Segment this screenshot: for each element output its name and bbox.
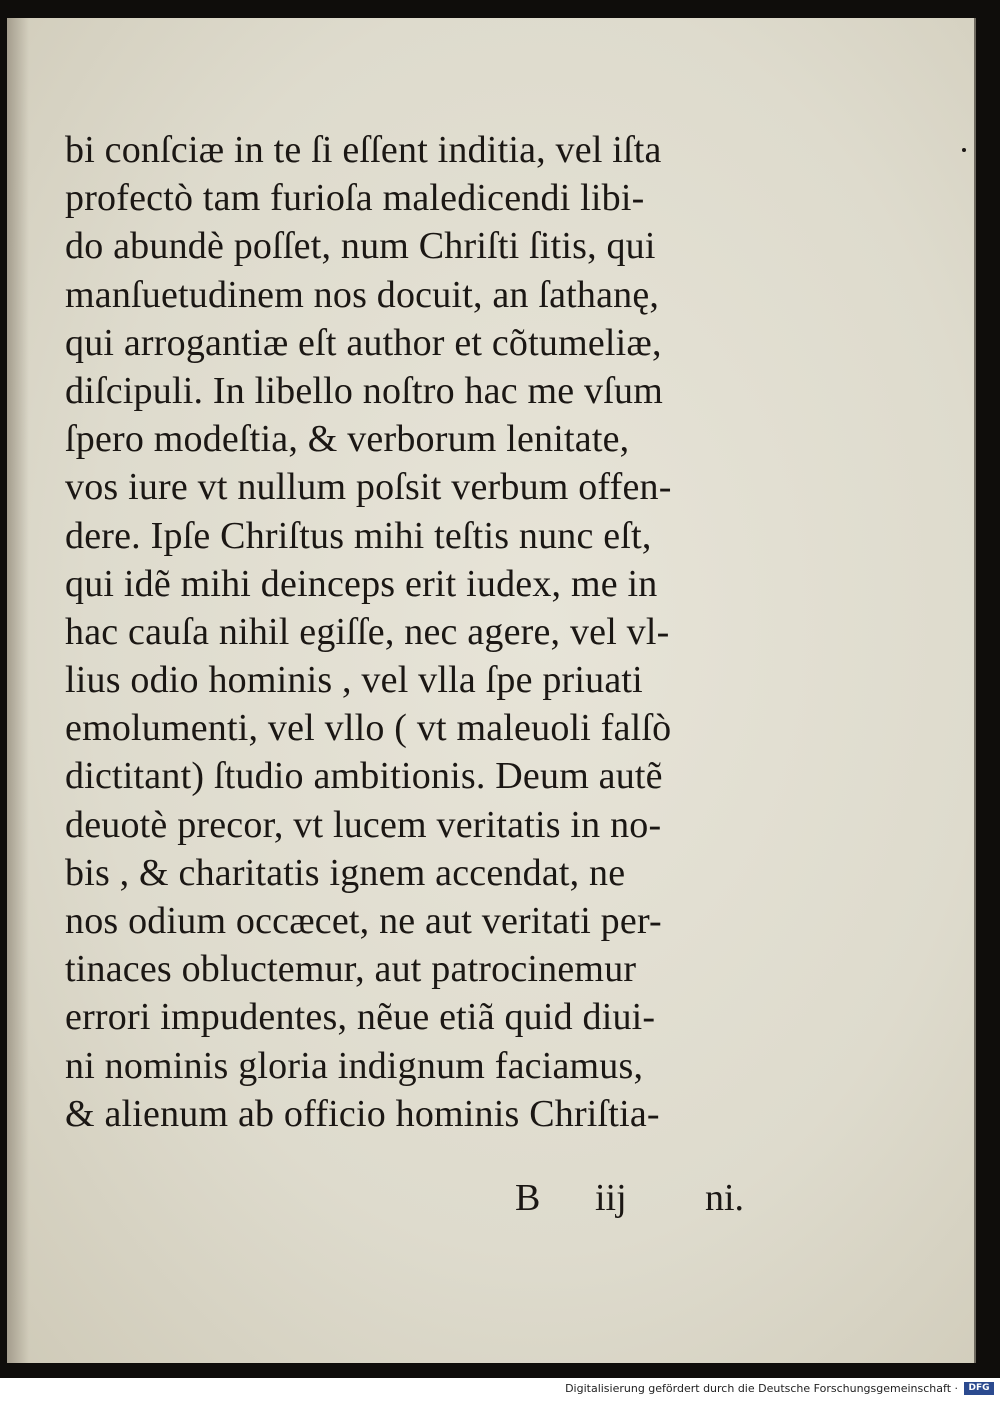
text-line: nos odium occæcet, ne aut veritati per- — [65, 900, 662, 942]
text-line: lius odio hominis , vel vlla ſpe priuati — [65, 659, 643, 702]
text-line: ni nominis gloria indignum faciamus, — [65, 1044, 644, 1087]
body-text — [65, 126, 770, 1138]
digitization-footer — [0, 1378, 1000, 1401]
text-line: bis , & charitatis ignem accendat, ne — [65, 851, 626, 894]
signature-number: iij — [595, 1177, 627, 1219]
book-page — [7, 18, 976, 1363]
text-line: dictitant) ſtudio ambitionis. Deum autẽ — [65, 755, 663, 798]
text-line: emolumenti, vel vllo ( vt maleuoli falſò — [65, 707, 672, 750]
text-line: tinaces obluctemur, aut patrocinemur — [65, 948, 637, 991]
text-line: ſpero modeſtia, & verborum lenitate, — [65, 418, 630, 461]
text-line: hac cauſa nihil egiſſe, nec agere, vel vl- — [65, 610, 670, 653]
text-line: qui idẽ mihi deinceps erit iudex, me in — [65, 562, 658, 605]
ink-speck — [962, 148, 966, 152]
text-line: do abundè poſſet, num Chriſti ſitis, qui — [65, 225, 656, 268]
text-line: dere. Ipſe Chriſtus mihi teſtis nunc eſt, — [65, 514, 652, 557]
signature-mark: B — [515, 1177, 541, 1219]
dfg-logo: DFG — [964, 1382, 994, 1395]
text-line: & alienum ab officio hominis Chriſtia- — [65, 1092, 660, 1135]
text-line: profectò tam furioſa maledicendi libi- — [65, 177, 645, 220]
text-line: deuotè precor, vt lucem veritatis in no- — [65, 803, 662, 846]
text-line: qui arrogantiæ eſt author et cõtumeliæ, — [65, 321, 662, 364]
text-line: vos iure vt nullum poſsit verbum offen- — [65, 466, 672, 509]
page-gutter-shadow — [7, 18, 29, 1363]
text-line: diſcipuli. In libello noſtro hac me vſum — [65, 369, 663, 412]
text-line: manſuetudinem nos docuit, an ſathanę, — [65, 273, 660, 316]
catchword: ni. — [705, 1177, 745, 1219]
text-line: errori impudentes, nẽue etiã quid diui- — [65, 996, 656, 1039]
text-line: bi conſciæ in te ſi eſſent inditia, vel iſta — [65, 129, 662, 171]
signature-line — [7, 1173, 974, 1223]
funding-credit: Digitalisierung gefördert durch die Deutsche Forschungsgemeinschaft · — [565, 1382, 958, 1395]
